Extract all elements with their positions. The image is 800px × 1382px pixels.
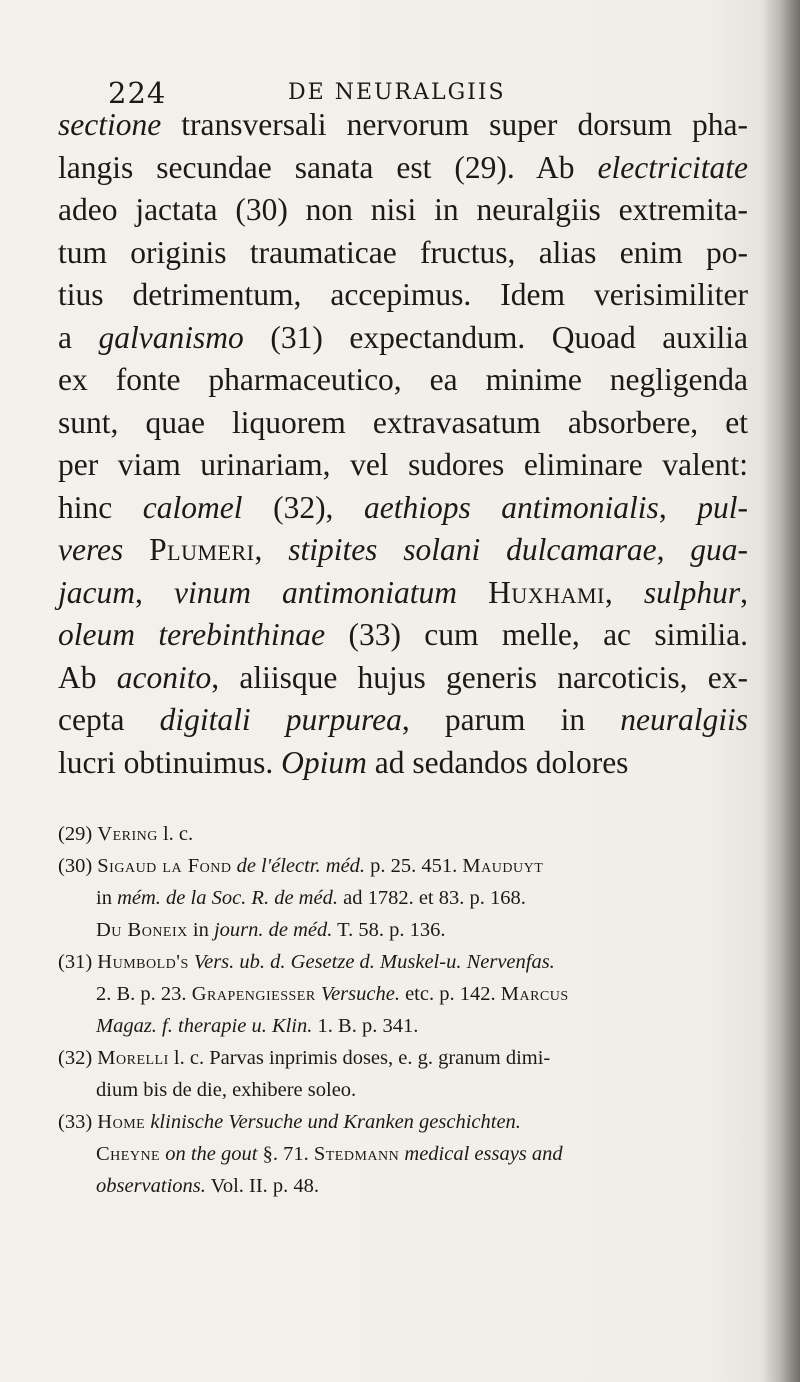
footnote-line — [58, 1042, 748, 1074]
footnote-line-segment: de l'électr. méd. — [236, 855, 366, 877]
text-line-segment: Ab — [58, 659, 117, 695]
text-line — [58, 104, 748, 147]
footnote-line-segment: 1. B. p. 341. — [312, 1015, 419, 1037]
text-line-segment: stipites solani dulcamarae — [288, 532, 657, 567]
footnote-line-segment: Grapengiesser — [191, 983, 316, 1005]
text-line-segment: Huxhami — [488, 574, 605, 610]
footnote-line-segment: Home — [97, 1111, 146, 1133]
text-line — [58, 444, 748, 487]
text-line-segment: , — [134, 574, 174, 610]
text-line-segment: electricitate — [597, 149, 748, 185]
text-line — [58, 657, 748, 700]
text-line — [58, 529, 748, 572]
text-line-segment: (32), — [242, 489, 364, 525]
footnote-line-segment: Versuche. — [320, 983, 400, 1005]
text-line-segment: a — [58, 319, 99, 355]
text-line-segment: (31) expectandum. Quoad auxilia — [243, 319, 749, 355]
text-line-segment: jacum — [58, 574, 135, 610]
text-line-segment — [123, 532, 149, 567]
text-line-segment: gua- — [690, 532, 749, 567]
text-line-segment: vinum antimoniatum — [173, 574, 458, 610]
text-line-segment: , — [656, 532, 691, 567]
page-edge-shadow — [762, 0, 800, 1382]
text-line — [58, 487, 748, 530]
text-line-segment: tius detrimentum, accepimus. Idem verisimiliter — [58, 277, 748, 312]
footnote-line-segment: Du Boneix — [96, 919, 188, 941]
text-line — [58, 232, 748, 275]
footnote-line-segment: l. c. Parvas inprimis doses, e. g. granum dimi- — [168, 1047, 551, 1069]
text-line-segment: , — [604, 574, 644, 610]
footnote-line-segment: mém. de la Soc. R. de méd. — [117, 887, 338, 909]
footnote-line-segment: etc. p. 142. — [399, 983, 501, 1005]
text-line-segment: , — [740, 574, 748, 610]
footnote-line-segment: Morelli — [97, 1047, 169, 1069]
footnote-line-segment: Cheyne — [96, 1143, 161, 1165]
footnote-line-segment: (32) — [58, 1047, 98, 1069]
footnote-line — [58, 1010, 748, 1042]
text-line — [58, 189, 748, 232]
footnote-line — [58, 914, 748, 946]
footnote-line — [58, 850, 748, 882]
text-line-segment: aconito — [116, 659, 212, 695]
running-title: DE NEURALGIIS — [288, 80, 506, 105]
footnote-line — [58, 1106, 748, 1138]
text-line-segment: transversali nervorum super dorsum pha- — [161, 107, 748, 142]
text-line-segment: (33) cum melle, ac similia. — [325, 617, 748, 652]
text-line — [58, 402, 748, 445]
text-line — [58, 742, 748, 785]
footnote-line — [58, 946, 748, 978]
text-line-segment: ex fonte pharmaceutico, ea minime negligenda — [58, 362, 748, 397]
text-line-segment: adeo jactata (30) non nisi in neuralgiis extremita- — [58, 192, 748, 227]
footnote-line-segment: ad 1782. et 83. p. 168. — [337, 887, 526, 909]
footnote-line-segment: Vering — [97, 823, 158, 845]
text-line-segment: Plumeri — [149, 532, 255, 567]
text-line — [58, 699, 748, 742]
text-line-segment: oleum terebinthinae — [58, 617, 326, 652]
text-line — [58, 614, 748, 657]
text-line-segment: langis secundae sanata est (29). Ab — [58, 149, 598, 185]
text-line-segment: sunt, quae liquorem extravasatum absorbere, et — [58, 404, 748, 440]
text-line-segment: sulphur — [643, 574, 741, 610]
footnote-line-segment: Stedmann — [313, 1143, 400, 1165]
footnote-line-segment: journ. de méd. — [213, 919, 333, 941]
body-text — [58, 104, 748, 784]
footnote-line-segment: T. 58. p. 136. — [332, 919, 446, 941]
text-line-segment: cepta — [58, 702, 160, 737]
text-line-segment — [457, 575, 488, 610]
footnote-line-segment: 2. B. p. 23. — [96, 983, 192, 1005]
footnote-line-segment: Humbold's — [97, 951, 189, 973]
footnote-line-segment: Marcus — [500, 983, 569, 1005]
footnote-line-segment: Mauduyt — [462, 855, 544, 877]
footnote-line — [58, 1138, 748, 1170]
footnote-line — [58, 1074, 748, 1106]
footnote-line-segment: medical essays and — [404, 1143, 563, 1165]
footnote-line-segment: (30) — [58, 855, 98, 877]
text-line-segment: tum originis traumaticae fructus, alias enim po- — [58, 234, 748, 270]
footnote-line-segment: Magaz. f. therapie u. Klin. — [96, 1015, 313, 1037]
text-line-segment: hinc — [58, 489, 143, 525]
text-line-segment: digitali purpurea — [159, 702, 402, 737]
text-line-segment: veres — [58, 532, 124, 567]
footnote-line-segment: Vers. ub. d. Gesetze d. Muskel-u. Nervenfas. — [193, 951, 555, 973]
text-line-segment: , aliisque hujus generis narcoticis, ex- — [211, 659, 748, 695]
text-line-segment: , — [658, 489, 698, 525]
text-line-segment: neuralgiis — [620, 702, 749, 737]
text-line-segment: sectione — [58, 107, 162, 142]
footnotes — [58, 818, 748, 1202]
footnote-line-segment: observations. — [96, 1175, 206, 1197]
footnote-line-segment: in — [187, 919, 214, 941]
footnote-line-segment: (31) — [58, 951, 98, 973]
footnote-line-segment: (33) — [58, 1111, 98, 1133]
footnote-line — [58, 1170, 748, 1202]
text-line-segment: galvanismo — [98, 319, 244, 355]
footnote-line — [58, 978, 748, 1010]
text-line-segment: aethiops antimonialis — [364, 489, 659, 525]
footnote-line-segment: Vol. II. p. 48. — [205, 1175, 320, 1197]
footnote-line-segment: in — [96, 887, 118, 909]
text-line-segment: pul- — [697, 489, 749, 525]
text-line-segment: per viam urinariam, vel sudores eliminare valent: — [58, 447, 748, 482]
text-line-segment: ad sedandos dolores — [366, 744, 629, 780]
footnote-line — [58, 818, 748, 850]
footnote-line-segment: p. 25. 451. — [365, 855, 463, 877]
footnote-line-segment: l. c. — [157, 823, 194, 845]
text-line — [58, 572, 748, 615]
text-line-segment: lucri obtinuimus. — [58, 744, 282, 780]
text-line-segment: calomel — [142, 489, 243, 525]
text-line — [58, 147, 748, 190]
footnote-line-segment: on the gout — [165, 1143, 258, 1165]
footnote-line-segment: §. 71. — [257, 1143, 314, 1165]
footnote-line-segment: klinische Versuche und Kranken geschichten. — [150, 1111, 521, 1133]
text-line-segment: , — [254, 532, 289, 567]
text-line — [58, 359, 748, 402]
footnote-line-segment: dium bis de die, exhibere soleo. — [96, 1079, 357, 1101]
footnote-line-segment: Sigaud la Fond — [97, 855, 232, 877]
text-line — [58, 317, 748, 360]
page-number: 224 — [108, 76, 167, 110]
text-line-segment: Opium — [281, 744, 367, 780]
text-line-segment: , parum in — [401, 702, 621, 737]
footnote-line — [58, 882, 748, 914]
text-line — [58, 274, 748, 317]
footnote-line-segment: (29) — [58, 823, 98, 845]
